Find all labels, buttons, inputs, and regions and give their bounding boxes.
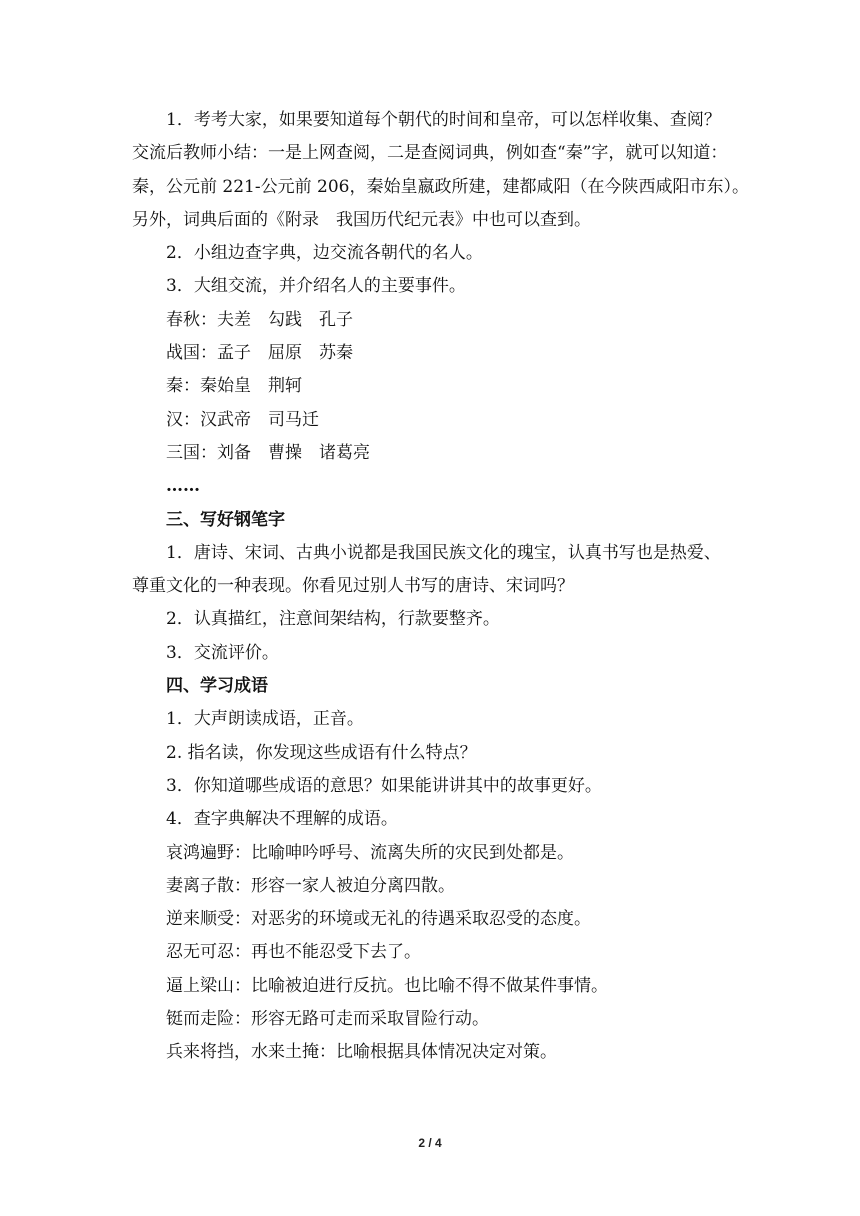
paragraph-line: 2. 指名读，你发现这些成语有什么特点？ xyxy=(166,742,477,763)
paragraph-line: 2．小组边查字典，边交流各朝代的名人。 xyxy=(166,243,483,264)
paragraph-line: 1．考考大家，如果要知道每个朝代的时间和皇帝，可以怎样收集、查阅？ xyxy=(166,110,721,130)
paragraph-line: 4．查字典解决不理解的成语。 xyxy=(166,809,398,830)
dynasty-line: 汉：汉武帝 司马迁 xyxy=(166,409,319,430)
idiom-definition: 哀鸿遍野：比喻呻吟呼号、流离失所的灾民到处都是。 xyxy=(166,842,574,863)
paragraph-line: 另外，词典后面的《附录 我国历代纪元表》中也可以查到。 xyxy=(132,209,591,230)
ellipsis-line: …… xyxy=(166,476,200,497)
paragraph-line: 3．交流评价。 xyxy=(166,642,279,663)
paragraph-line: 秦，公元前 221-公元前 206，秦始皇嬴政所建，建都咸阳（在今陕西咸阳市东）。 xyxy=(132,176,749,197)
paragraph-line: 尊重文化的一种表现。你看见过别人书写的唐诗、宋词吗？ xyxy=(132,576,574,597)
idiom-definition: 妻离子散：形容一家人被迫分离四散。 xyxy=(166,875,455,896)
idiom-definition: 逼上梁山：比喻被迫进行反抗。也比喻不得不做某件事情。 xyxy=(166,975,608,996)
idiom-definition: 忍无可忍：再也不能忍受下去了。 xyxy=(166,942,421,963)
paragraph-line: 1．大声朗读成语，正音。 xyxy=(166,709,364,730)
paragraph-line: 1．唐诗、宋词、古典小说都是我国民族文化的瑰宝，认真书写也是热爱、 xyxy=(166,542,721,563)
document-body xyxy=(132,104,749,1070)
section-heading: 三、写好钢笔字 xyxy=(166,509,285,530)
section-heading: 四、学习成语 xyxy=(166,676,268,697)
paragraph-line: 交流后教师小结：一是上网查阅，二是查阅词典，例如查“秦”字，就可以知道： xyxy=(132,143,728,164)
dynasty-line: 战国：孟子 屈原 苏秦 xyxy=(166,343,353,364)
dynasty-line: 秦：秦始皇 荆轲 xyxy=(166,376,302,397)
idiom-definition: 兵来将挡，水来土掩：比喻根据具体情况决定对策。 xyxy=(166,1042,557,1063)
paragraph-line: 3．大组交流，并介绍名人的主要事件。 xyxy=(166,276,466,297)
paragraph-line: 2．认真描红，注意间架结构，行款要整齐。 xyxy=(166,609,500,630)
dynasty-line: 三国：刘备 曹操 诸葛亮 xyxy=(166,442,370,463)
page-number: 2 / 4 xyxy=(418,1136,442,1150)
idiom-definition: 逆来顺受：对恶劣的环境或无礼的待遇采取忍受的态度。 xyxy=(166,909,591,930)
dynasty-line: 春秋：夫差 勾践 孔子 xyxy=(166,309,353,330)
idiom-definition: 铤而走险：形容无路可走而采取冒险行动。 xyxy=(166,1009,489,1030)
paragraph-line: 3．你知道哪些成语的意思？如果能讲讲其中的故事更好。 xyxy=(166,775,602,796)
